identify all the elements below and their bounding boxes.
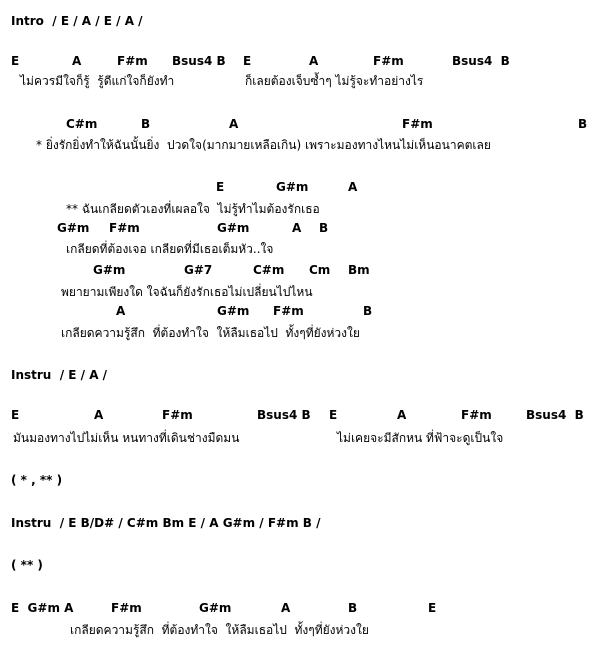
chord: A (116, 304, 126, 318)
repeat-marker: ( ** ) (11, 558, 43, 572)
chord: F#m (461, 408, 492, 422)
chord: B (363, 304, 373, 318)
chord: F#m (162, 408, 193, 422)
lyric-line: ** ฉันเกลียดตัวเองที่เผลอใจ ไม่รู้ทำไมต้องรักเธอ (66, 202, 320, 216)
chord: A (292, 221, 302, 235)
chord: A (309, 54, 319, 68)
chord: E (216, 180, 225, 194)
chord: G#m (199, 601, 232, 615)
chord: F#m (273, 304, 304, 318)
intro-line: Intro / E / A / E / A / (11, 14, 143, 28)
lyric-line: ไม่เคยจะมีสักหน ที่ฟ้าจะดูเป็นใจ (337, 431, 504, 445)
chord: Cm (309, 263, 331, 277)
chord: C#m (66, 117, 98, 131)
chord: G#7 (184, 263, 213, 277)
chord: Bsus4 B (526, 408, 584, 422)
chord: A (397, 408, 407, 422)
chord: F#m (111, 601, 142, 615)
chord: E (329, 408, 338, 422)
chord: G#m (217, 221, 250, 235)
lyric-line: มันมองทางไปไม่เห็น หนทางที่เดินช่างมืดมน (13, 431, 240, 445)
instrumental-line: Instru / E B/D# / C#m Bm E / A G#m / F#m B / (11, 516, 321, 530)
chord: E (428, 601, 437, 615)
chord: E (11, 408, 20, 422)
chord: Bsus4 B (452, 54, 510, 68)
lyric-line: ไม่ควรมีใจก็รู้ รู้ดีแก่ใจก็ยังทำ (20, 74, 175, 88)
chord: Bsus4 B (257, 408, 311, 422)
chord: A (94, 408, 104, 422)
lyric-line: พยายามเพียงใด ใจฉันก็ยังรักเธอไม่เปลี่ยนไปไหน (61, 285, 313, 299)
instrumental-line: Instru / E / A / (11, 368, 108, 382)
chord: F#m (117, 54, 148, 68)
chord: E (11, 54, 20, 68)
chord: B (578, 117, 588, 131)
chord: F#m (109, 221, 140, 235)
chord: A (72, 54, 82, 68)
chord: A (348, 180, 358, 194)
lyric-line: เกลียดความรู้สึก ที่ต้องทำใจ ให้ลืมเธอไป ทั้งๆที่ยังห่วงใย (70, 623, 369, 637)
chord: E (243, 54, 252, 68)
chord: C#m (253, 263, 285, 277)
chord: A (281, 601, 291, 615)
chord: B (348, 601, 358, 615)
lyric-line: เกลียดความรู้สึก ที่ต้องทำใจ ให้ลืมเธอไป ทั้งๆที่ยังห่วงใย (61, 326, 360, 340)
chord: B (319, 221, 329, 235)
chord: F#m (402, 117, 433, 131)
chord: G#m (93, 263, 126, 277)
lyric-line: เกลียดที่ต้องเจอ เกลียดที่มีเธอเต็มหัว..ใจ (66, 242, 274, 256)
chord: G#m (276, 180, 309, 194)
chord: B (141, 117, 151, 131)
chord: Bsus4 B (172, 54, 226, 68)
chord: E G#m A (11, 601, 74, 615)
chord: G#m (57, 221, 90, 235)
chord: G#m (217, 304, 250, 318)
chord: F#m (373, 54, 404, 68)
lyric-line: * ยิ่งรักยิ่งทำให้ฉันนั้นยิ่ง ปวดใจ(มากมายเหลือเกิน) เพราะมองทางไหนไม่เห็นอนาคตเลย (36, 138, 491, 152)
repeat-marker: ( * , ** ) (11, 473, 63, 487)
chord: A (229, 117, 239, 131)
lyric-line: ก็เลยต้องเจ็บซ้ำๆ ไม่รู้จะทำอย่างไร (245, 74, 424, 88)
chord: Bm (348, 263, 370, 277)
